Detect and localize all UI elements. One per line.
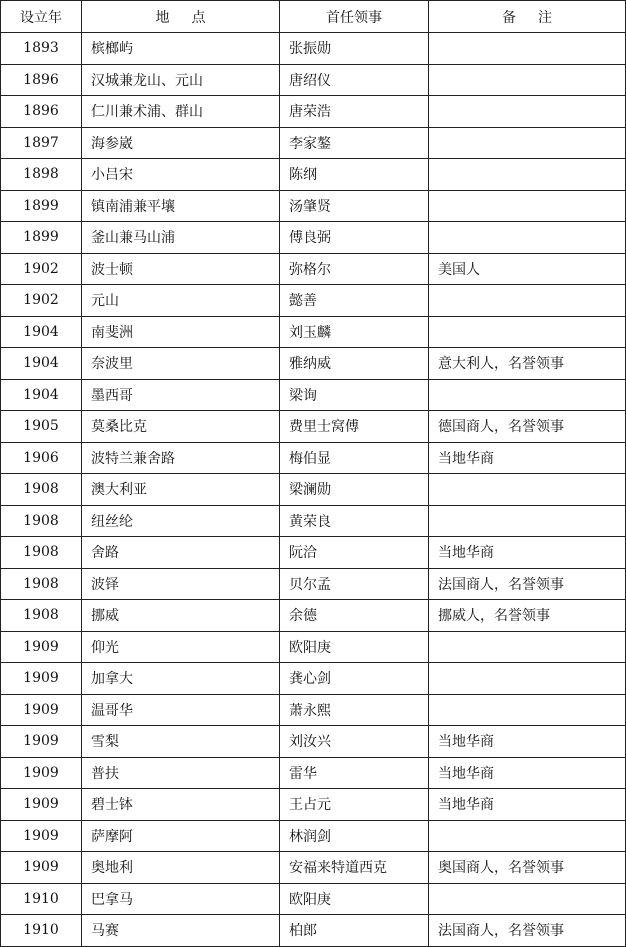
cell-year: 1908 <box>1 568 82 600</box>
cell-place: 槟榔屿 <box>82 33 280 65</box>
cell-consul: 懿善 <box>280 285 429 317</box>
cell-note <box>429 64 626 96</box>
cell-note <box>429 474 626 506</box>
cell-year: 1904 <box>1 379 82 411</box>
cell-consul: 雷华 <box>280 757 429 789</box>
cell-note <box>429 127 626 159</box>
table-row <box>1 757 626 789</box>
cell-place: 波铎 <box>82 568 280 600</box>
cell-year: 1899 <box>1 190 82 222</box>
cell-note <box>429 190 626 222</box>
cell-note: 奥国商人，名誉领事 <box>429 852 626 884</box>
table-row <box>1 285 626 317</box>
cell-place: 莫桑比克 <box>82 411 280 443</box>
cell-place: 元山 <box>82 285 280 317</box>
cell-year: 1896 <box>1 64 82 96</box>
header-place: 地点 <box>82 1 280 33</box>
cell-place: 仰光 <box>82 631 280 663</box>
cell-year: 1897 <box>1 127 82 159</box>
header-note: 备注 <box>429 1 626 33</box>
cell-note: 挪威人，名誉领事 <box>429 600 626 632</box>
cell-consul: 梁询 <box>280 379 429 411</box>
cell-note <box>429 694 626 726</box>
cell-consul: 欧阳庚 <box>280 631 429 663</box>
cell-year: 1908 <box>1 474 82 506</box>
cell-year: 1902 <box>1 253 82 285</box>
table-row <box>1 159 626 191</box>
cell-place: 挪威 <box>82 600 280 632</box>
cell-place: 奥地利 <box>82 852 280 884</box>
cell-consul: 萧永熙 <box>280 694 429 726</box>
cell-consul: 刘玉麟 <box>280 316 429 348</box>
cell-year: 1909 <box>1 852 82 884</box>
table-row <box>1 222 626 254</box>
table-row <box>1 316 626 348</box>
cell-note <box>429 222 626 254</box>
cell-note <box>429 883 626 915</box>
cell-place: 普扶 <box>82 757 280 789</box>
cell-year: 1908 <box>1 537 82 569</box>
header-consul: 首任领事 <box>280 1 429 33</box>
cell-consul: 张振勋 <box>280 33 429 65</box>
table-row <box>1 789 626 821</box>
cell-consul: 雅纳威 <box>280 348 429 380</box>
cell-note <box>429 159 626 191</box>
cell-year: 1910 <box>1 883 82 915</box>
cell-place: 釜山兼马山浦 <box>82 222 280 254</box>
cell-year: 1905 <box>1 411 82 443</box>
cell-year: 1893 <box>1 33 82 65</box>
cell-consul: 梁澜勋 <box>280 474 429 506</box>
cell-note: 法国商人，名誉领事 <box>429 568 626 600</box>
cell-year: 1909 <box>1 694 82 726</box>
table-row <box>1 600 626 632</box>
table-row <box>1 694 626 726</box>
cell-place: 萨摩阿 <box>82 820 280 852</box>
cell-place: 雪梨 <box>82 726 280 758</box>
cell-note: 法国商人，名誉领事 <box>429 915 626 947</box>
header-row <box>1 1 626 33</box>
table-row <box>1 915 626 947</box>
cell-place: 加拿大 <box>82 663 280 695</box>
cell-consul: 黄荣良 <box>280 505 429 537</box>
cell-consul: 梅伯显 <box>280 442 429 474</box>
cell-place: 碧士钵 <box>82 789 280 821</box>
cell-note <box>429 96 626 128</box>
cell-consul: 欧阳庚 <box>280 883 429 915</box>
cell-year: 1909 <box>1 820 82 852</box>
table-row <box>1 474 626 506</box>
cell-year: 1904 <box>1 348 82 380</box>
cell-note <box>429 33 626 65</box>
cell-consul: 汤肇贤 <box>280 190 429 222</box>
cell-place: 海参崴 <box>82 127 280 159</box>
cell-year: 1898 <box>1 159 82 191</box>
cell-place: 南斐洲 <box>82 316 280 348</box>
table-row <box>1 631 626 663</box>
table-row <box>1 442 626 474</box>
cell-year: 1908 <box>1 600 82 632</box>
cell-note: 美国人 <box>429 253 626 285</box>
cell-note: 德国商人，名誉领事 <box>429 411 626 443</box>
cell-note <box>429 820 626 852</box>
cell-place: 镇南浦兼平壤 <box>82 190 280 222</box>
table-row <box>1 820 626 852</box>
cell-consul: 费里士窝傅 <box>280 411 429 443</box>
cell-consul: 余德 <box>280 600 429 632</box>
cell-place: 纽丝纶 <box>82 505 280 537</box>
cell-note <box>429 379 626 411</box>
cell-year: 1909 <box>1 663 82 695</box>
cell-year: 1909 <box>1 726 82 758</box>
cell-consul: 林润剑 <box>280 820 429 852</box>
table-row <box>1 852 626 884</box>
cell-consul: 贝尔孟 <box>280 568 429 600</box>
table-row <box>1 537 626 569</box>
cell-consul: 唐绍仪 <box>280 64 429 96</box>
table-row <box>1 190 626 222</box>
table-row <box>1 33 626 65</box>
cell-place: 奈波里 <box>82 348 280 380</box>
cell-year: 1906 <box>1 442 82 474</box>
table-row <box>1 379 626 411</box>
cell-year: 1896 <box>1 96 82 128</box>
cell-consul: 刘汝兴 <box>280 726 429 758</box>
table-row <box>1 883 626 915</box>
header-year: 设立年 <box>1 1 82 33</box>
cell-consul: 安福来特道西克 <box>280 852 429 884</box>
cell-consul: 陈纲 <box>280 159 429 191</box>
cell-place: 舍路 <box>82 537 280 569</box>
table-header <box>1 1 626 33</box>
cell-note: 当地华商 <box>429 442 626 474</box>
table-row <box>1 663 626 695</box>
table-row <box>1 253 626 285</box>
cell-consul: 阮洽 <box>280 537 429 569</box>
cell-place: 小吕宋 <box>82 159 280 191</box>
cell-year: 1908 <box>1 505 82 537</box>
cell-place: 波特兰兼舍路 <box>82 442 280 474</box>
cell-year: 1909 <box>1 631 82 663</box>
cell-place: 马赛 <box>82 915 280 947</box>
cell-place: 墨西哥 <box>82 379 280 411</box>
cell-place: 温哥华 <box>82 694 280 726</box>
cell-consul: 王占元 <box>280 789 429 821</box>
cell-year: 1909 <box>1 789 82 821</box>
cell-consul: 柏郎 <box>280 915 429 947</box>
cell-note: 意大利人，名誉领事 <box>429 348 626 380</box>
cell-place: 巴拿马 <box>82 883 280 915</box>
cell-note <box>429 663 626 695</box>
cell-place: 汉城兼龙山、元山 <box>82 64 280 96</box>
table-row <box>1 96 626 128</box>
cell-year: 1910 <box>1 915 82 947</box>
cell-note: 当地华商 <box>429 537 626 569</box>
cell-note <box>429 631 626 663</box>
table-row <box>1 411 626 443</box>
cell-place: 澳大利亚 <box>82 474 280 506</box>
cell-note: 当地华商 <box>429 757 626 789</box>
cell-year: 1904 <box>1 316 82 348</box>
cell-consul: 弥格尔 <box>280 253 429 285</box>
table-row <box>1 64 626 96</box>
table-body <box>1 33 626 947</box>
cell-year: 1899 <box>1 222 82 254</box>
cell-consul: 唐荣浩 <box>280 96 429 128</box>
cell-consul: 李家鏊 <box>280 127 429 159</box>
cell-note: 当地华商 <box>429 789 626 821</box>
cell-consul: 傅良弼 <box>280 222 429 254</box>
table-row <box>1 568 626 600</box>
cell-note <box>429 505 626 537</box>
table-row <box>1 127 626 159</box>
table-row <box>1 348 626 380</box>
table-row <box>1 726 626 758</box>
cell-note <box>429 285 626 317</box>
cell-year: 1909 <box>1 757 82 789</box>
table-row <box>1 505 626 537</box>
cell-note: 当地华商 <box>429 726 626 758</box>
cell-place: 仁川兼术浦、群山 <box>82 96 280 128</box>
cell-note <box>429 316 626 348</box>
cell-year: 1902 <box>1 285 82 317</box>
cell-place: 波士顿 <box>82 253 280 285</box>
cell-consul: 龚心剑 <box>280 663 429 695</box>
